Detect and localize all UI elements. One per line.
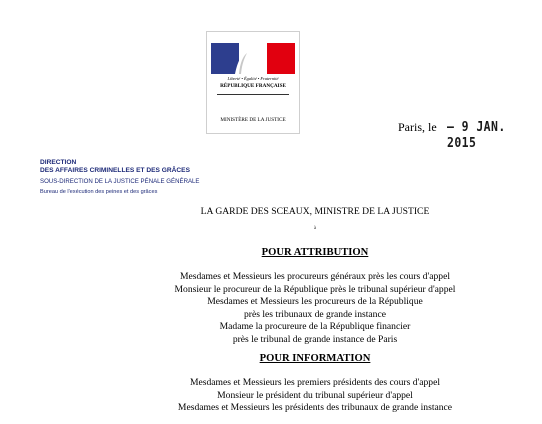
direction-title: DIRECTION	[40, 159, 77, 166]
sub-direction: SOUS-DIRECTION DE LA JUSTICE PÉNALE GÉNÉRALE	[40, 178, 200, 185]
direction-block	[40, 159, 200, 196]
date-label: Paris, le	[398, 120, 437, 134]
attribution-line: Mesdames et Messieurs les procureurs généraux près les cours d'appel	[179, 271, 450, 282]
addressee-marker: à	[313, 226, 317, 231]
logo-ministere: MINISTÈRE DE LA JUSTICE	[220, 117, 286, 123]
direction-name: DES AFFAIRES CRIMINELLES ET DES GRÂCES	[40, 167, 190, 174]
attribution-heading: POUR ATTRIBUTION	[261, 247, 369, 258]
marianne-flag-icon	[211, 43, 295, 74]
attribution-line: Mesdames et Messieurs les procureurs de la République	[207, 296, 423, 308]
date-stamp: – 9 JAN. 2015	[447, 119, 506, 151]
logo-motto: Liberté • Égalité • Fraternité	[227, 76, 279, 81]
attribution-line: près les tribunaux de grande instance	[244, 308, 386, 320]
attribution-list	[110, 271, 520, 347]
information-line: Mesdames et Messieurs les premiers présidents des cours d'appel	[189, 377, 441, 388]
logo-divider	[217, 94, 289, 95]
information-list	[110, 377, 520, 415]
information-line: Mesdames et Messieurs les présidents des tribunaux de grande instance	[177, 402, 453, 414]
information-line: Monsieur le président du tribunal supérieur d'appel	[217, 389, 413, 401]
sender-title: LA GARDE DES SCEAUX, MINISTRE DE LA JUSTICE	[200, 206, 430, 217]
attribution-line: Madame la procureure de la République financier	[219, 321, 411, 333]
bureau-name: Bureau de l'exécution des peines et des grâces	[40, 189, 158, 195]
attribution-line: Monsieur le procureur de la République près le tribunal supérieur d'appel	[174, 283, 456, 295]
ministry-logo	[206, 31, 300, 134]
logo-republique: RÉPUBLIQUE FRANÇAISE	[220, 83, 286, 89]
attribution-line: près le tribunal de grande instance de Paris	[232, 333, 398, 345]
information-heading: POUR INFORMATION	[259, 353, 371, 364]
